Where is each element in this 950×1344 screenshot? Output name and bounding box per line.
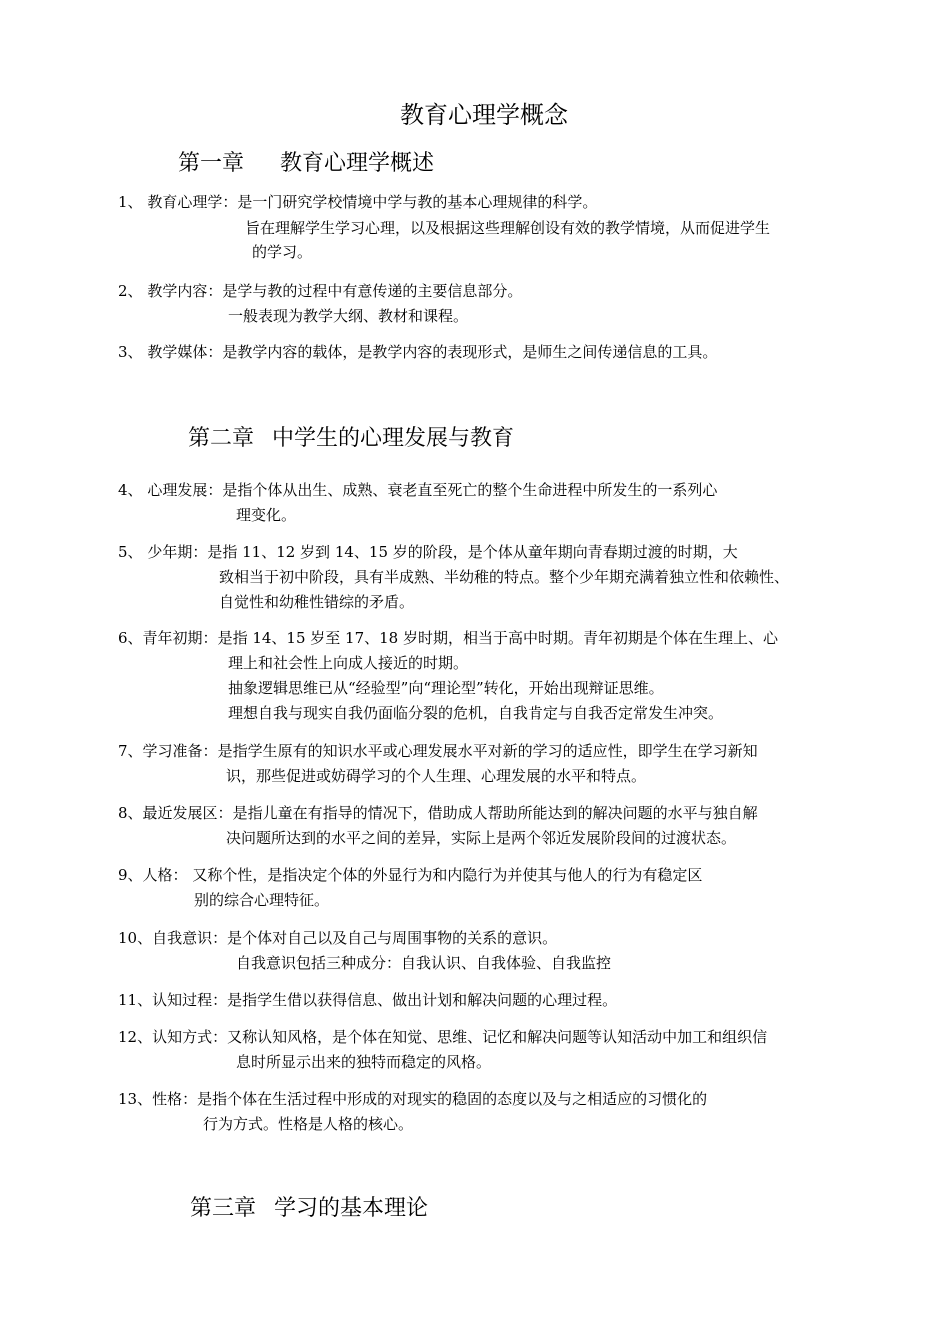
item-number: 13、	[118, 1090, 153, 1108]
chapter-title: 中学生的心理发展与教育	[272, 426, 515, 451]
item-term: 人格：	[142, 866, 188, 884]
definition-item-3	[118, 340, 717, 364]
chapter-number: 第二章	[188, 426, 255, 451]
item-line: 自我意识包括三种成分：自我认识、自我体验、自我监控	[236, 954, 612, 972]
item-term: 教学内容：	[147, 282, 223, 300]
item-line: 行为方式。性格是人格的核心。	[203, 1115, 414, 1133]
item-number: 1、	[118, 193, 143, 211]
chapter-2-heading	[188, 421, 514, 452]
item-line: 是教学内容的载体，是教学内容的表现形式，是师生之间传递信息的工具。	[222, 343, 718, 361]
chapter-title: 教育心理学概述	[280, 151, 435, 176]
item-term: 教育心理学：	[147, 193, 238, 211]
item-line: 是指个体从出生、成熟、衰老直至死亡的整个生命进程中所发生的一系列心	[222, 481, 718, 499]
definition-item-11	[118, 988, 617, 1012]
item-line: 是个体对自己以及自己与周围事物的关系的意识。	[227, 929, 558, 947]
item-line: 又称个性，是指决定个体的外显行为和内隐行为并使其与他人的行为有稳定区	[192, 866, 703, 884]
item-line: 是学与教的过程中有意传递的主要信息部分。	[222, 282, 523, 300]
definition-item-4	[118, 478, 717, 502]
item-number: 9、	[118, 866, 143, 884]
item-number: 10、	[118, 929, 153, 947]
item-number: 2、	[118, 282, 143, 300]
chapter-number: 第三章	[190, 1196, 257, 1221]
item-number: 12、	[118, 1028, 153, 1046]
definition-item-8	[118, 801, 758, 825]
item-term: 认知方式：	[152, 1028, 228, 1046]
item-line: 是指 14、15 岁至 17、18 岁时期，相当于高中时期。青年初期是个体在生理上、心	[217, 629, 778, 647]
item-term: 性格：	[152, 1090, 198, 1108]
item-number: 11、	[118, 991, 153, 1009]
definition-item-2	[118, 279, 522, 303]
item-line: 别的综合心理特征。	[194, 891, 330, 909]
item-term: 学习准备：	[142, 742, 218, 760]
item-line: 一般表现为教学大纲、教材和课程。	[228, 307, 469, 325]
definition-item-7	[118, 739, 758, 763]
item-line: 识，那些促进或妨碍学习的个人生理、心理发展的水平和特点。	[226, 767, 647, 785]
item-term: 少年期：	[147, 543, 208, 561]
definition-item-1	[118, 190, 597, 214]
item-line: 致相当于初中阶段，具有半成熟、半幼稚的特点。整个少年期充满着独立性和依赖性、	[219, 568, 790, 586]
item-number: 5、	[118, 543, 143, 561]
chapter-number: 第一章	[178, 151, 245, 176]
item-number: 8、	[118, 804, 143, 822]
definition-item-6	[118, 626, 778, 650]
definition-item-5	[118, 540, 738, 564]
chapter-1-heading	[178, 146, 434, 177]
item-line: 是指学生原有的知识水平或心理发展水平对新的学习的适应性，即学生在学习新知	[217, 742, 758, 760]
item-number: 7、	[118, 742, 143, 760]
item-line: 是指 11、12 岁到 14、15 岁的阶段，是个体从童年期向青春期过渡的时期，大	[207, 543, 738, 561]
item-line: 的学习。	[252, 243, 313, 261]
item-number: 3、	[118, 343, 143, 361]
item-line: 旨在理解学生学习心理，以及根据这些理解创设有效的教学情境，从而促进学生	[245, 219, 771, 237]
item-term: 自我意识：	[152, 929, 228, 947]
item-line: 理上和社会性上向成人接近的时期。	[228, 654, 469, 672]
item-term: 认知过程：	[152, 991, 228, 1009]
item-number: 6、	[118, 629, 143, 647]
item-line: 决问题所达到的水平之间的差异，实际上是两个邻近发展阶段间的过渡状态。	[226, 829, 737, 847]
item-line: 是指个体在生活过程中形成的对现实的稳固的态度以及与之相适应的习惯化的	[197, 1090, 708, 1108]
item-term: 最近发展区：	[142, 804, 233, 822]
item-line: 自觉性和幼稚性错综的矛盾。	[219, 593, 415, 611]
item-line: 是指学生借以获得信息、做出计划和解决问题的心理过程。	[227, 991, 618, 1009]
item-line: 息时所显示出来的独特而稳定的风格。	[236, 1053, 492, 1071]
item-line: 是指儿童在有指导的情况下，借助成人帮助所能达到的解决问题的水平与独自解	[232, 804, 758, 822]
item-line: 理变化。	[236, 506, 297, 524]
item-line: 抽象逻辑思维已从“经验型”向“理论型”转化，开始出现辩证思维。	[228, 679, 664, 697]
document-title: 教育心理学概念	[400, 101, 568, 129]
item-term: 青年初期：	[142, 629, 218, 647]
definition-item-9	[118, 863, 702, 887]
item-line: 又称认知风格，是个体在知觉、思维、记忆和解决问题等认知活动中加工和组织信	[227, 1028, 768, 1046]
chapter-3-heading	[190, 1191, 428, 1222]
definition-item-10	[118, 926, 557, 950]
item-term: 教学媒体：	[147, 343, 223, 361]
item-term: 心理发展：	[147, 481, 223, 499]
chapter-title: 学习的基本理论	[274, 1196, 429, 1221]
definition-item-12	[118, 1025, 767, 1049]
item-line: 是一门研究学校情境中学与教的基本心理规律的科学。	[237, 193, 598, 211]
item-number: 4、	[118, 481, 143, 499]
definition-item-13	[118, 1087, 707, 1111]
item-line: 理想自我与现实自我仍面临分裂的危机，自我肯定与自我否定常发生冲突。	[228, 704, 724, 722]
